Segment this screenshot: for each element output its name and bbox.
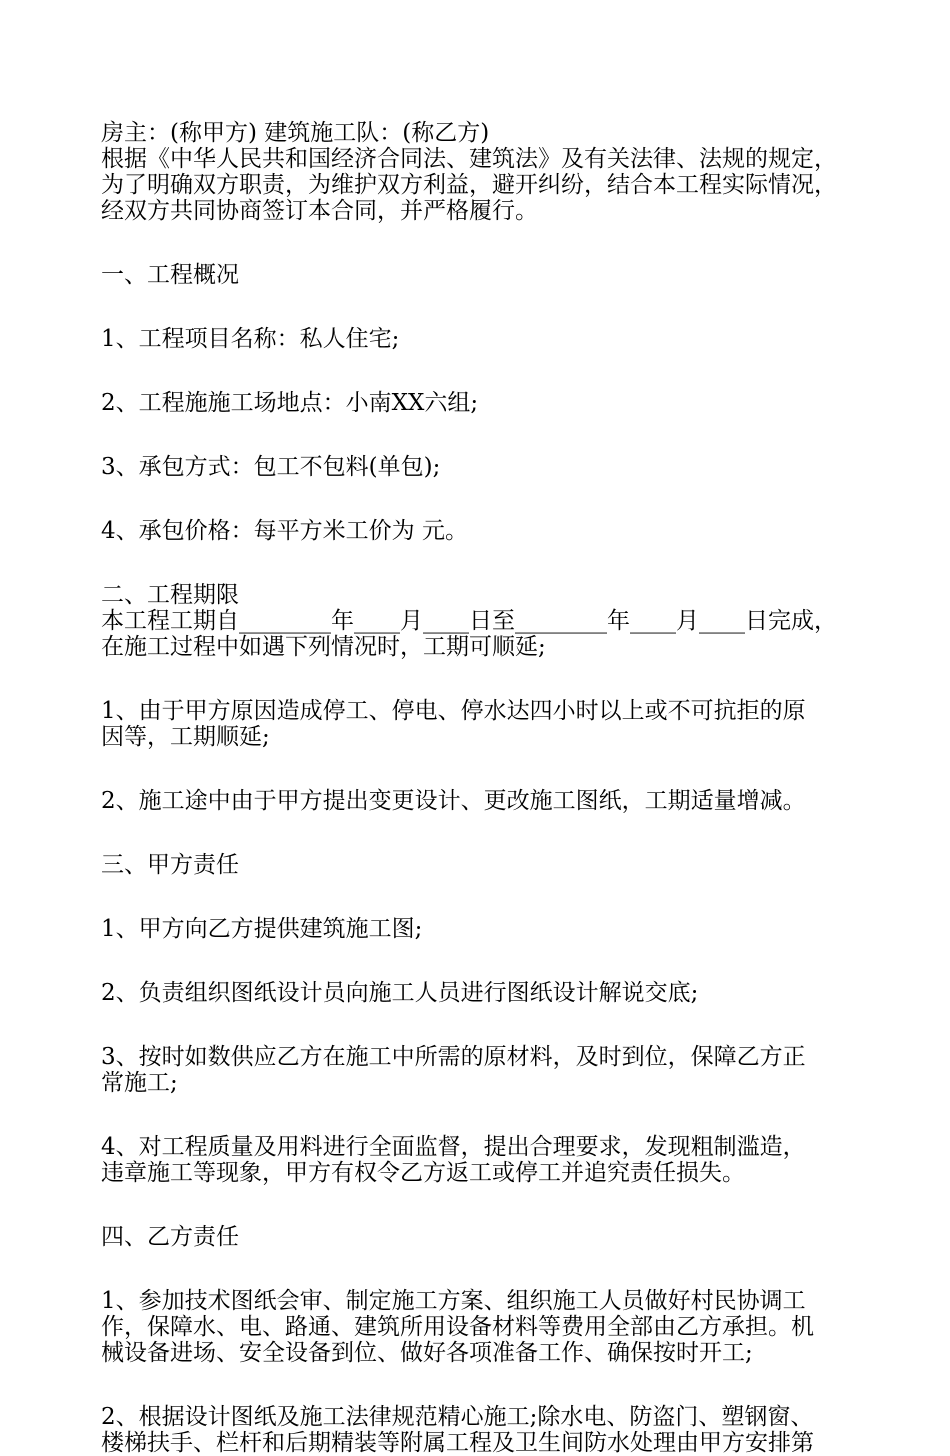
header-parties: 房主：(称甲方) 建筑施工队：(称乙方) bbox=[101, 120, 490, 146]
preamble-line-3: 经双方共同协商签订本合同，并严格履行。 bbox=[101, 198, 538, 224]
clause-3-4-line-2: 违章施工等现象，甲方有权令乙方返工或停工并追究责任损失。 bbox=[101, 1160, 745, 1186]
clause-2-2: 2、施工途中由于甲方提出变更设计、更改施工图纸，工期适量增减。 bbox=[101, 788, 806, 814]
contract-document bbox=[101, 120, 871, 1456]
clause-4-1-line-1: 1、参加技术图纸会审、制定施工方案、组织施工人员做好村民协调工 bbox=[101, 1288, 806, 1314]
preamble-line-1: 根据《中华人民共和国经济合同法、建筑法》及有关法律、法规的规定， bbox=[101, 146, 837, 172]
clause-1-4: 4、承包价格：每平方米工价为 元。 bbox=[101, 518, 468, 544]
section-heading-1: 一、工程概况 bbox=[101, 262, 239, 288]
clause-1-3: 3、承包方式：包工不包料(单包); bbox=[101, 454, 441, 480]
clause-3-4-line-1: 4、对工程质量及用料进行全面监督，提出合理要求，发现粗制滥造， bbox=[101, 1134, 806, 1160]
clause-3-1: 1、甲方向乙方提供建筑施工图; bbox=[101, 916, 423, 942]
clause-3-3-line-1: 3、按时如数供应乙方在施工中所需的原材料，及时到位，保障乙方正 bbox=[101, 1044, 806, 1070]
section-heading-3: 三、甲方责任 bbox=[101, 852, 239, 878]
clause-4-1-line-2: 作，保障水、电、路通、建筑所用设备材料等费用全部由乙方承担。机 bbox=[101, 1314, 814, 1340]
period-line-1: 本工程工期自________年____月____日至________年____月____日完成， bbox=[101, 608, 837, 634]
clause-4-2-line-1: 2、根据设计图纸及施工法律规范精心施工;除水电、防盗门、塑钢窗、 bbox=[101, 1404, 814, 1430]
clause-3-2: 2、负责组织图纸设计员向施工人员进行图纸设计解说交底; bbox=[101, 980, 699, 1006]
clause-4-2-line-2: 楼梯扶手、栏杆和后期精装等附属工程及卫生间防水处理由甲方安排第 bbox=[101, 1430, 814, 1456]
clause-1-2: 2、工程施施工场地点：小南XX六组; bbox=[101, 390, 479, 416]
clause-4-1-line-3: 械设备进场、安全设备到位、做好各项准备工作、确保按时开工; bbox=[101, 1340, 753, 1366]
period-line-2: 在施工过程中如遇下列情况时，工期可顺延; bbox=[101, 634, 546, 660]
clause-1-1: 1、工程项目名称：私人住宅; bbox=[101, 326, 400, 352]
preamble-line-2: 为了明确双方职责，为维护双方利益，避开纠纷，结合本工程实际情况， bbox=[101, 172, 837, 198]
clause-3-3-line-2: 常施工; bbox=[101, 1070, 178, 1096]
section-heading-4: 四、乙方责任 bbox=[101, 1224, 239, 1250]
clause-2-1-line-2: 因等，工期顺延; bbox=[101, 724, 270, 750]
section-heading-2: 二、工程期限 bbox=[101, 582, 239, 608]
clause-2-1-line-1: 1、由于甲方原因造成停工、停电、停水达四小时以上或不可抗拒的原 bbox=[101, 698, 806, 724]
